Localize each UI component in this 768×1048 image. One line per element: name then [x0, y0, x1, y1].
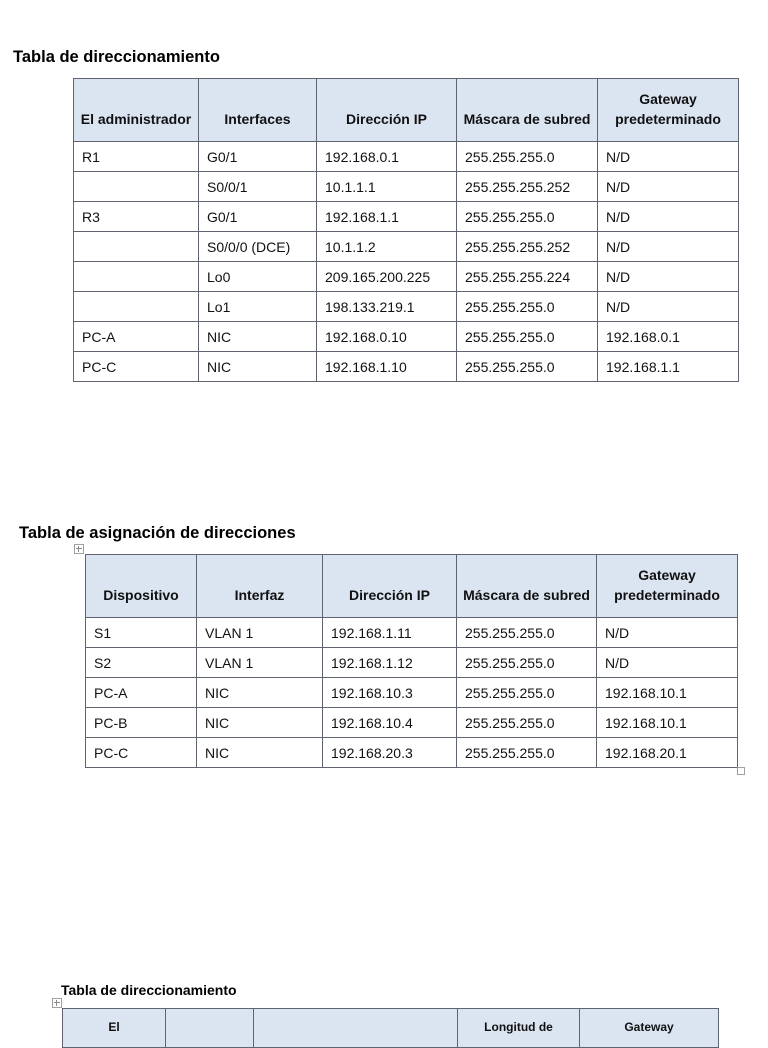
table-header-row: [86, 555, 738, 618]
cell-interface: Lo0: [199, 262, 317, 292]
table-row: [86, 648, 738, 678]
cell-device: PC-C: [86, 738, 197, 768]
cell-subnet-mask: 255.255.255.252: [457, 172, 598, 202]
cell-interface: NIC: [197, 678, 323, 708]
cell-default-gateway: N/D: [597, 618, 738, 648]
cell-device: PC-A: [74, 322, 199, 352]
table-row: [74, 322, 739, 352]
header-default-gateway: Gateway predeterminado: [597, 555, 738, 618]
table2-title: Tabla de asignación de direcciones: [19, 524, 296, 542]
cell-device: S1: [86, 618, 197, 648]
cell-interface: S0/0/0 (DCE): [199, 232, 317, 262]
cell-subnet-mask: 255.255.255.0: [457, 618, 597, 648]
header-subnet-mask: Máscara de subred: [457, 79, 598, 142]
header-default-gateway: Gateway: [580, 1009, 719, 1048]
cell-device: PC-A: [86, 678, 197, 708]
cell-device: S2: [86, 648, 197, 678]
table-header-row: [74, 79, 739, 142]
table-row: [74, 352, 739, 382]
table-move-handle-icon[interactable]: [52, 998, 62, 1008]
cell-interface: G0/1: [199, 142, 317, 172]
cell-default-gateway: N/D: [597, 648, 738, 678]
header-device: El administrador: [74, 79, 199, 142]
cell-device: [74, 262, 199, 292]
cell-ip-address: 10.1.1.1: [317, 172, 457, 202]
cell-ip-address: 192.168.1.1: [317, 202, 457, 232]
cell-device: [74, 292, 199, 322]
cell-subnet-mask: 255.255.255.0: [457, 202, 598, 232]
cell-default-gateway: N/D: [598, 142, 739, 172]
table-row: [86, 618, 738, 648]
header-device: Dispositivo: [86, 555, 197, 618]
cell-default-gateway: N/D: [598, 262, 739, 292]
header-subnet-mask: Máscara de subred: [457, 555, 597, 618]
cell-subnet-mask: 255.255.255.0: [457, 292, 598, 322]
cell-ip-address: 192.168.20.3: [323, 738, 457, 768]
header-device: El: [63, 1009, 166, 1048]
cell-device: R1: [74, 142, 199, 172]
cell-ip-address: 192.168.1.11: [323, 618, 457, 648]
cell-subnet-mask: 255.255.255.0: [457, 322, 598, 352]
cell-ip-address: 192.168.1.12: [323, 648, 457, 678]
cell-ip-address: 192.168.0.10: [317, 322, 457, 352]
cell-subnet-mask: 255.255.255.0: [457, 678, 597, 708]
cell-device: [74, 172, 199, 202]
cell-ip-address: 192.168.1.10: [317, 352, 457, 382]
cell-interface: VLAN 1: [197, 648, 323, 678]
cell-interface: S0/0/1: [199, 172, 317, 202]
table-row: [74, 292, 739, 322]
table-row: [74, 172, 739, 202]
cell-interface: NIC: [199, 352, 317, 382]
cell-interface: VLAN 1: [197, 618, 323, 648]
header-ip-address: [254, 1009, 458, 1048]
header-interface: [166, 1009, 254, 1048]
cell-ip-address: 198.133.219.1: [317, 292, 457, 322]
cell-interface: NIC: [197, 738, 323, 768]
cell-subnet-mask: 255.255.255.224: [457, 262, 598, 292]
table-row: [74, 262, 739, 292]
table-row: [86, 738, 738, 768]
cell-interface: G0/1: [199, 202, 317, 232]
table-row: [86, 678, 738, 708]
cell-subnet-mask: 255.255.255.252: [457, 232, 598, 262]
header-default-gateway: Gateway predeterminado: [598, 79, 739, 142]
cell-ip-address: 192.168.10.3: [323, 678, 457, 708]
table2-body: [86, 618, 738, 768]
table-header-row: [63, 1009, 719, 1048]
addressing-table-1: [73, 78, 739, 382]
table-row: [74, 142, 739, 172]
table3-title: Tabla de direccionamiento: [61, 982, 237, 998]
table1-title: Tabla de direccionamiento: [13, 48, 220, 66]
cell-subnet-mask: 255.255.255.0: [457, 142, 598, 172]
table-row: [74, 202, 739, 232]
addressing-table-3: [62, 1008, 719, 1048]
header-prefix-length: Longitud de: [458, 1009, 580, 1048]
cell-default-gateway: N/D: [598, 172, 739, 202]
header-ip-address: Dirección IP: [323, 555, 457, 618]
cell-device: PC-B: [86, 708, 197, 738]
addressing-table-2: [85, 554, 738, 768]
table-row: [74, 232, 739, 262]
cell-ip-address: 10.1.1.2: [317, 232, 457, 262]
table-resize-handle-icon[interactable]: [737, 767, 745, 775]
cell-default-gateway: N/D: [598, 202, 739, 232]
header-interface: Interfaz: [197, 555, 323, 618]
cell-default-gateway: 192.168.10.1: [597, 678, 738, 708]
cell-ip-address: 209.165.200.225: [317, 262, 457, 292]
cell-ip-address: 192.168.0.1: [317, 142, 457, 172]
cell-default-gateway: 192.168.1.1: [598, 352, 739, 382]
cell-default-gateway: 192.168.20.1: [597, 738, 738, 768]
cell-subnet-mask: 255.255.255.0: [457, 738, 597, 768]
cell-interface: NIC: [197, 708, 323, 738]
cell-device: R3: [74, 202, 199, 232]
header-ip-address: Dirección IP: [317, 79, 457, 142]
cell-subnet-mask: 255.255.255.0: [457, 352, 598, 382]
cell-device: [74, 232, 199, 262]
cell-interface: Lo1: [199, 292, 317, 322]
cell-default-gateway: 192.168.10.1: [597, 708, 738, 738]
cell-default-gateway: N/D: [598, 232, 739, 262]
cell-ip-address: 192.168.10.4: [323, 708, 457, 738]
table-row: [86, 708, 738, 738]
cell-default-gateway: N/D: [598, 292, 739, 322]
cell-device: PC-C: [74, 352, 199, 382]
header-interface: Interfaces: [199, 79, 317, 142]
cell-default-gateway: 192.168.0.1: [598, 322, 739, 352]
table1-body: [74, 142, 739, 382]
cell-subnet-mask: 255.255.255.0: [457, 648, 597, 678]
cell-interface: NIC: [199, 322, 317, 352]
table-move-handle-icon[interactable]: [74, 544, 84, 554]
cell-subnet-mask: 255.255.255.0: [457, 708, 597, 738]
